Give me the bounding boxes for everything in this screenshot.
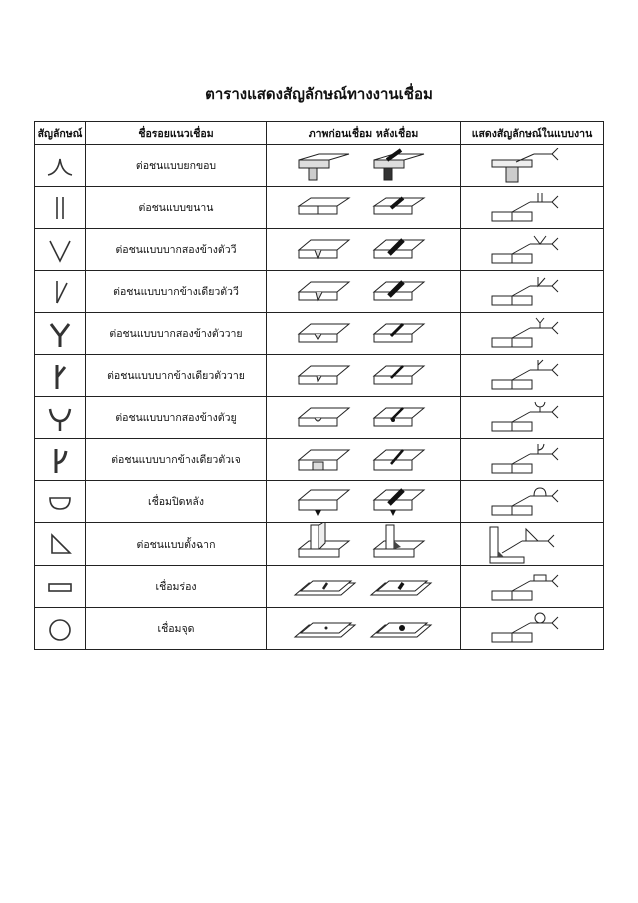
weld-name: ต่อชนแบบบากข้างเดียวตัววี [86,271,267,313]
joint-illustration-icon [289,190,439,226]
weld-name: ต่อชนแบบตั้งฉาก [86,523,267,566]
joint-illustration-icon [289,569,439,605]
weld-name: เชื่อมปิดหลัง [86,481,267,523]
drawing-symbol-icon [472,484,592,520]
before-after-illustration [267,481,461,523]
weld-name: ต่อชนแบบบากสองข้างตัวยู [86,397,267,439]
before-after-illustration [267,523,461,566]
drawing-symbol-icon [472,190,592,226]
half-y-groove-icon [40,359,80,393]
table-row [35,397,604,439]
y-groove-icon [40,317,80,351]
u-groove-icon [40,401,80,435]
joint-illustration-icon [289,442,439,478]
symbol-cell [35,439,86,481]
joint-illustration-icon [289,274,439,310]
drawing-symbol-illustration [461,271,604,313]
symbol-cell [35,523,86,566]
before-after-illustration [267,271,461,313]
weld-name: ต่อชนแบบขนาน [86,187,267,229]
spot-weld-icon [40,612,80,646]
table-row [35,523,604,566]
slot-weld-icon [40,570,80,604]
symbol-cell [35,566,86,608]
drawing-symbol-illustration [461,439,604,481]
table-row [35,355,604,397]
joint-illustration-icon [289,358,439,394]
table-row [35,229,604,271]
header-weld-name: ชื่อรอยแนวเชื่อม [86,122,267,145]
symbol-cell [35,187,86,229]
table-row [35,313,604,355]
v-groove-icon [40,233,80,267]
drawing-symbol-illustration [461,608,604,650]
weld-name: ต่อชนแบบบากสองข้างตัววาย [86,313,267,355]
symbol-cell [35,229,86,271]
joint-illustration-icon [289,316,439,352]
back-weld-icon [40,485,80,519]
before-after-illustration [267,187,461,229]
weld-name: เชื่อมร่อง [86,566,267,608]
table-row [35,608,604,650]
before-after-illustration [267,439,461,481]
joint-illustration-icon [289,148,439,184]
before-after-illustration [267,313,461,355]
drawing-symbol-illustration [461,313,604,355]
weld-name: เชื่อมจุด [86,608,267,650]
drawing-symbol-illustration [461,523,604,566]
before-after-illustration [267,229,461,271]
table-row [35,271,604,313]
table-row [35,439,604,481]
j-groove-icon [40,443,80,477]
flange-edge-icon [40,149,80,183]
drawing-symbol-icon [472,232,592,268]
drawing-symbol-illustration [461,355,604,397]
bevel-groove-icon [40,275,80,309]
fillet-weld-icon [40,527,80,561]
before-after-illustration [267,145,461,187]
table-row [35,566,604,608]
drawing-symbol-icon [472,274,592,310]
header-symbol: สัญลักษณ์ [35,122,86,145]
drawing-symbol-icon [472,148,592,184]
joint-illustration-icon [289,611,439,647]
symbol-cell [35,397,86,439]
drawing-symbol-icon [472,400,592,436]
weld-name: ต่อชนแบบยกขอบ [86,145,267,187]
drawing-symbol-icon [472,442,592,478]
header-before-after: ภาพก่อนเชื่อม หลังเชื่อม [267,122,461,145]
joint-illustration-icon [289,523,439,565]
drawing-symbol-icon [472,316,592,352]
drawing-symbol-illustration [461,187,604,229]
weld-name: ต่อชนแบบบากสองข้างตัววี [86,229,267,271]
drawing-symbol-illustration [461,145,604,187]
weld-name: ต่อชนแบบบากข้างเดียวตัวเจ [86,439,267,481]
symbol-cell [35,481,86,523]
symbol-cell [35,271,86,313]
drawing-symbol-icon [472,611,592,647]
weld-symbol-table [34,121,604,650]
symbol-cell [35,608,86,650]
drawing-symbol-icon [472,569,592,605]
joint-illustration-icon [289,232,439,268]
before-after-illustration [267,608,461,650]
drawing-symbol-illustration [461,481,604,523]
drawing-symbol-icon [472,523,592,565]
table-row [35,481,604,523]
drawing-symbol-illustration [461,397,604,439]
before-after-illustration [267,566,461,608]
table-row [35,145,604,187]
symbol-cell [35,145,86,187]
table-header-row [35,122,604,145]
square-groove-icon [40,191,80,225]
drawing-symbol-illustration [461,229,604,271]
before-after-illustration [267,355,461,397]
symbol-cell [35,355,86,397]
joint-illustration-icon [289,400,439,436]
page-title: ตารางแสดงสัญลักษณ์ทางงานเชื่อม [205,85,433,103]
drawing-symbol-icon [472,358,592,394]
symbol-cell [35,313,86,355]
joint-illustration-icon [289,484,439,520]
before-after-illustration [267,397,461,439]
header-drawing-symbol: แสดงสัญลักษณ์ในแบบงาน [461,122,604,145]
drawing-symbol-illustration [461,566,604,608]
table-row [35,187,604,229]
weld-name: ต่อชนแบบบากข้างเดียวตัววาย [86,355,267,397]
